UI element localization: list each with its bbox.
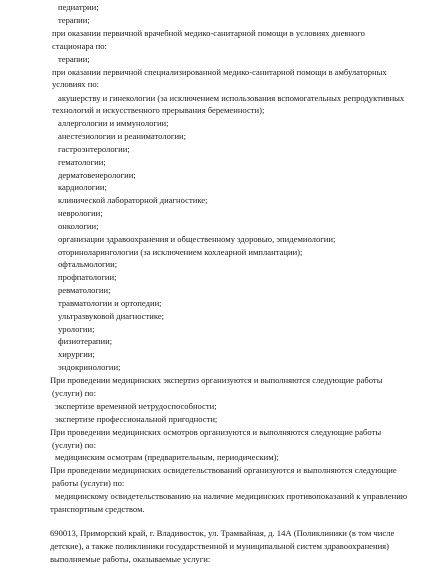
- list-item: хирургии;: [58, 349, 95, 359]
- list-item: эндокринологии;: [58, 362, 121, 372]
- list-item: экспертизе временной нетрудоспособности;: [55, 401, 217, 411]
- list-item: травматологии и ортопедии;: [58, 298, 162, 308]
- list-item: анестезиологии и реаниматологии;: [58, 131, 187, 141]
- text-line: (услуги) по:: [52, 440, 96, 450]
- text-line: условиях по:: [52, 79, 100, 89]
- list-item: кардиологии;: [58, 182, 107, 192]
- list-item: экспертизе профессиональной пригодности;: [55, 414, 218, 424]
- list-item: акушерству и гинекологии (за исключением использования вспомогательных репродуктивных: [58, 93, 405, 103]
- list-item: терапии;: [58, 15, 90, 25]
- list-item: гематологии;: [58, 157, 106, 167]
- list-item: медицинским осмотрам (предварительным, периодическим);: [55, 452, 279, 462]
- text-line: при оказании первичной врачебной медико-санитарной помощи в условиях дневного: [52, 28, 365, 38]
- text-line: (услуги) по:: [52, 388, 96, 398]
- list-item: гастроэнтерологии;: [58, 144, 130, 154]
- address-line: детские), а также поликлиники государственной и муниципальной систем здравоохранения): [50, 541, 389, 551]
- list-item: оториноларингологии (за исключением кохлеарной имплантации);: [58, 247, 303, 257]
- text-line: При проведении медицинских экспертиз организуются и выполняются следующие работы: [50, 375, 383, 385]
- text-line: При проведении медицинских осмотров организуются и выполняются следующие работы: [50, 427, 382, 437]
- list-item: терапии;: [58, 54, 90, 64]
- text-line: При проведении медицинских освидетельствований организуются и выполняются следующие: [50, 465, 397, 475]
- list-item: дерматовенерологии;: [58, 170, 136, 180]
- text-line: работы (услуги) по:: [52, 478, 125, 488]
- list-item: организации здравоохранения и общественному здоровью, эпидемиологии;: [58, 234, 336, 244]
- list-item: неврологии;: [58, 208, 103, 218]
- list-item: ультразвуковой диагностике;: [58, 311, 165, 321]
- list-item: онкологии;: [58, 221, 99, 231]
- text-line: технологий и искусственного прерывания беременности);: [52, 105, 265, 115]
- list-item: профпатологии;: [58, 272, 117, 282]
- address-line: 690013, Приморский край, г. Владивосток, ул. Трамвайная, д. 14А (Поликлиники (в том числе: [50, 528, 395, 538]
- text-line: при оказании первичной специализированной медико-санитарной помощи в амбулаторных: [52, 67, 387, 77]
- text-line: стационара по:: [52, 41, 107, 51]
- list-item: клинической лабораторной диагностике;: [58, 195, 208, 205]
- list-item: урологии;: [58, 324, 95, 334]
- address-line: выполняемые работы, оказываемые услуги:: [50, 554, 211, 564]
- list-item: физиотерапии;: [58, 336, 113, 346]
- list-item: аллергологии и иммунологии;: [58, 118, 169, 128]
- list-item: ревматологии;: [58, 285, 111, 295]
- list-item: офтальмологии;: [58, 259, 118, 269]
- list-item: педиатрии;: [58, 2, 99, 12]
- list-item: медицинскому освидетельствованию на наличие медицинских противопоказаний к управлению: [55, 491, 408, 501]
- text-line: транспортным средством.: [50, 504, 145, 514]
